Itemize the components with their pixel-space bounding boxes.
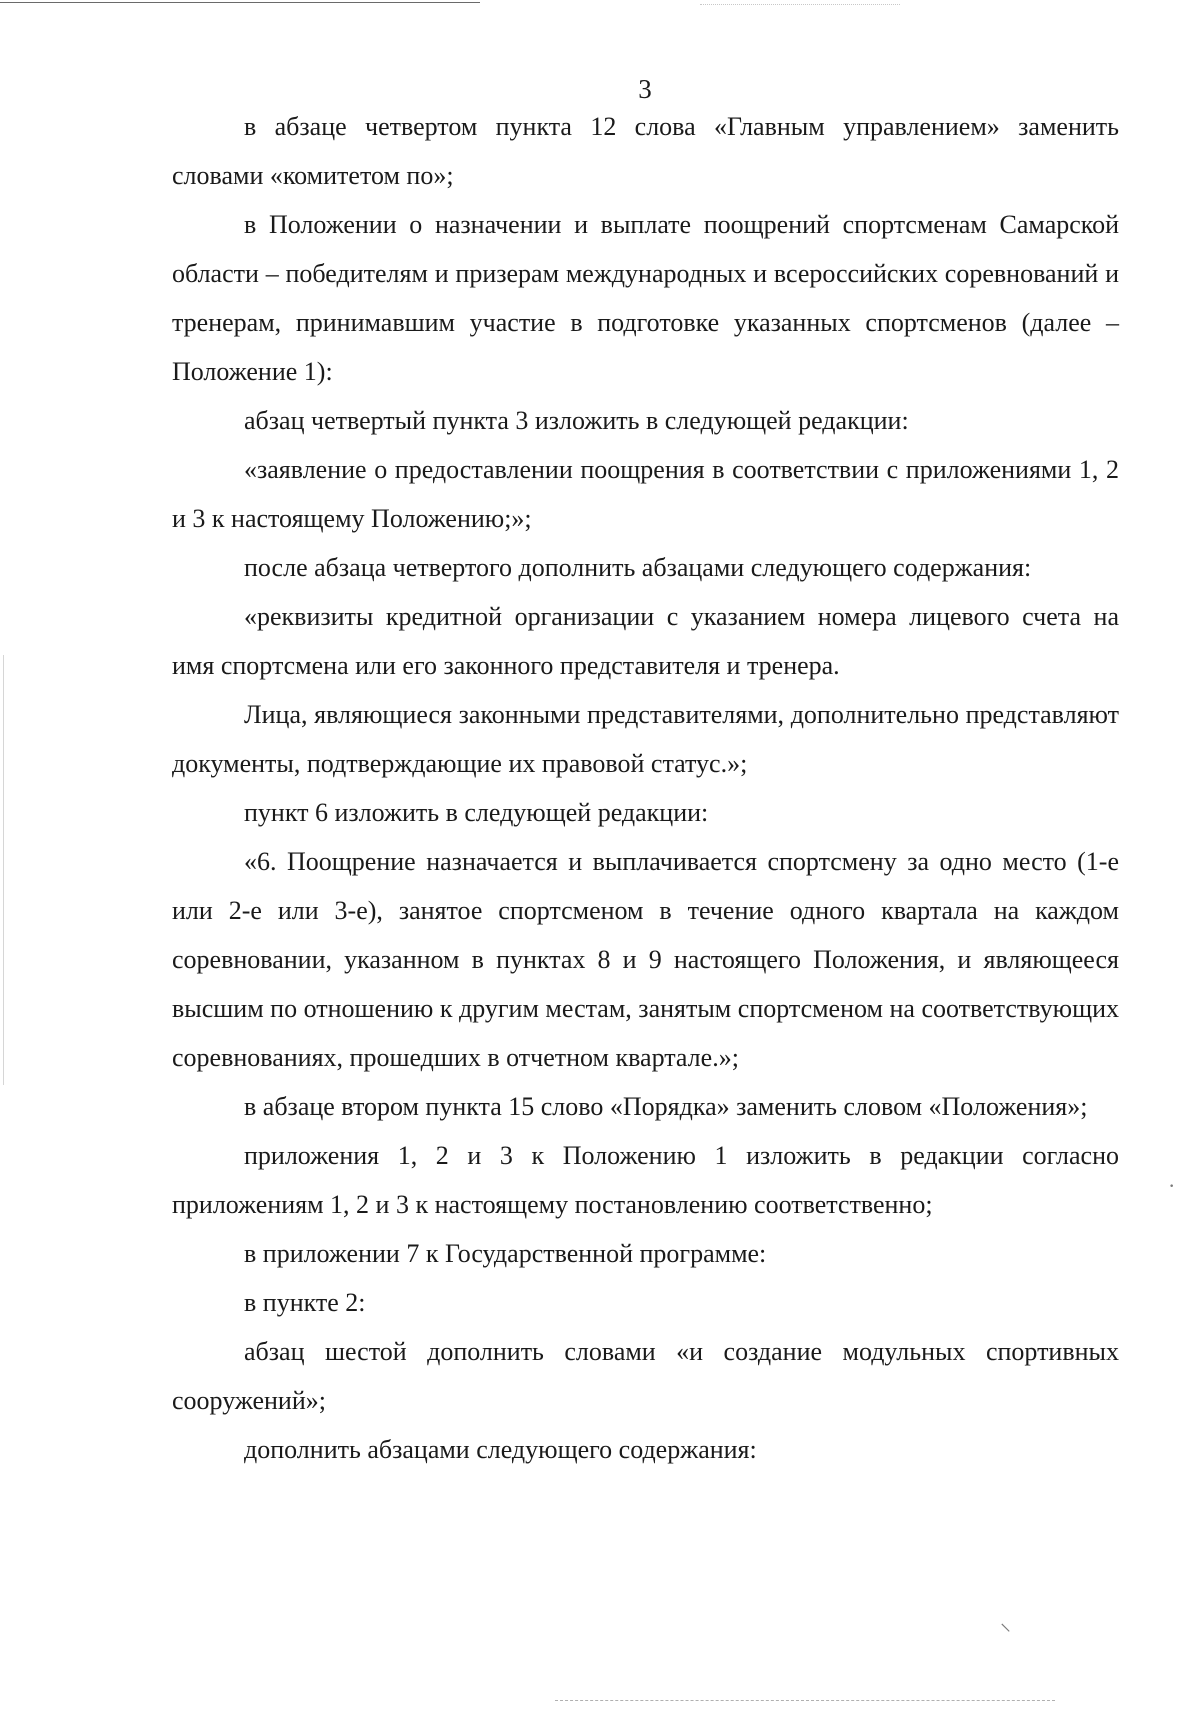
paragraph: после абзаца четвертого дополнить абзацами следующего содержания: [244, 553, 1032, 582]
document-body [172, 102, 1119, 1474]
paragraph: абзац четвертый пункта 3 изложить в следующей редакции: [244, 406, 909, 435]
paragraph: в абзаце втором пункта 15 слово «Порядка» заменить словом «Положения»; [244, 1092, 1088, 1121]
scan-speck: · [1168, 1173, 1176, 1198]
scan-edge-left [3, 655, 4, 1085]
paragraph: в абзаце четвертом пункта 12 слова «Главным управлением» заменить словами «комитетом по»; [172, 112, 1119, 190]
paragraph: дополнить абзацами следующего содержания: [244, 1435, 757, 1464]
scan-noise-top [700, 4, 900, 5]
scan-edge-bottom [555, 1700, 1055, 1701]
paragraph: «заявление о предоставлении поощрения в соответствии с приложениями 1, 2 и 3 к настоящему Положению;»; [172, 455, 1119, 533]
scan-edge-top [0, 2, 480, 3]
paragraph: в пункте 2: [244, 1288, 366, 1317]
paragraph: пункт 6 изложить в следующей редакции: [244, 798, 709, 827]
page-number: 3 [638, 74, 652, 104]
paragraph: абзац шестой дополнить словами «и создание модульных спортивных сооружений»; [172, 1337, 1119, 1415]
paragraph: «реквизиты кредитной организации с указанием номера лицевого счета на имя спортсмена или его законного представителя и тренера. [172, 602, 1119, 680]
paragraph: в Положении о назначении и выплате поощрений спортсменам Самарской области – победителям и призерам международных и всероссийских соревнований и тренерам, принимавшим участие в подготовке указанных спортсменов (далее – Положение 1): [172, 210, 1119, 386]
paragraph: «6. Поощрение назначается и выплачивается спортсмену за одно место (1-е или 2-е или 3-е), занятое спортсменом в течение одного квартала на каждом соревновании, указанном в пунктах 8 и 9 настоящего Положения, и являющееся высшим по отношению к другим местам, занятым спортсменом на соответствующих соревнованиях, прошедших в отчетном квартале.»; [172, 847, 1119, 1072]
paragraph: Лица, являющиеся законными представителями, дополнительно представляют документы, подтверждающие их правовой статус.»; [172, 700, 1119, 778]
scan-speck: ⸜ [1000, 1610, 1012, 1635]
paragraph: в приложении 7 к Государственной программе: [244, 1239, 767, 1268]
paragraph: приложения 1, 2 и 3 к Положению 1 изложить в редакции согласно приложениям 1, 2 и 3 к настоящему постановлению соответственно; [172, 1141, 1119, 1219]
